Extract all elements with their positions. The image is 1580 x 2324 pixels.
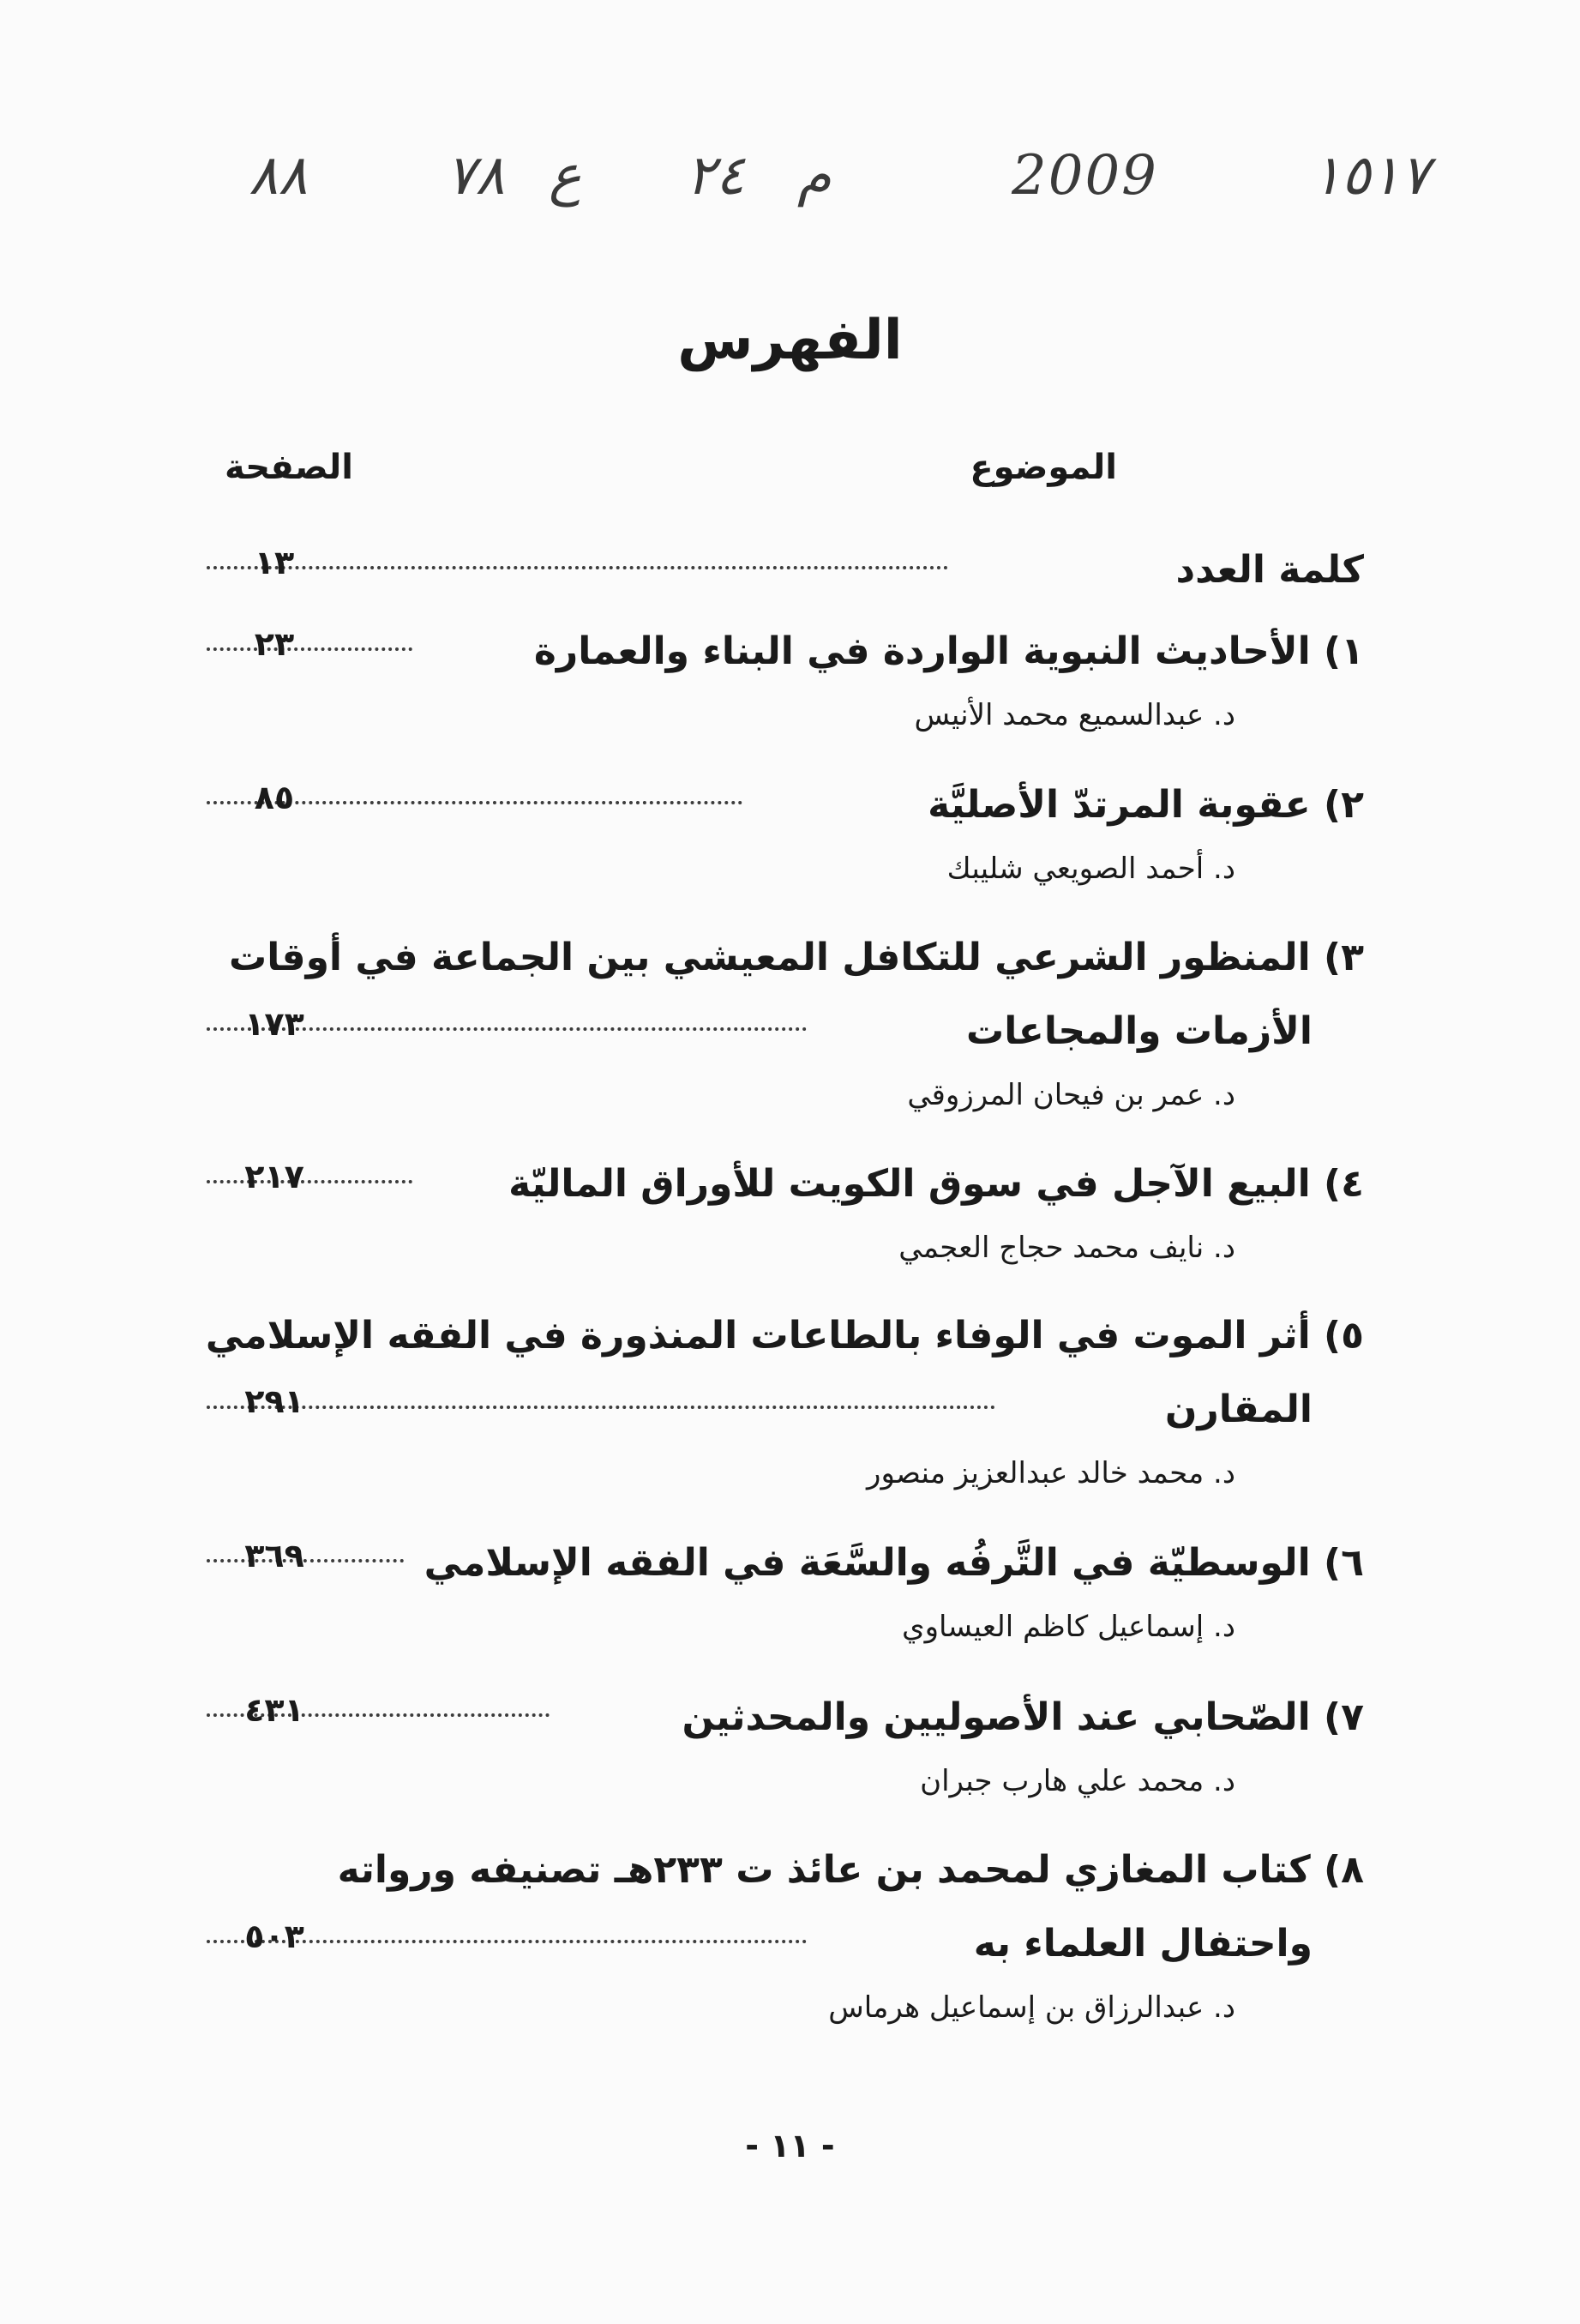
toc-title-text: ٥) أثر الموت في الوفاء بالطاعات المنذورة في الفقه الإسلامي <box>205 1314 1364 1358</box>
toc-title-text: الأزمات والمجاعات <box>966 1009 1313 1053</box>
handwritten-note: ع <box>549 144 582 208</box>
toc-title-line <box>207 1833 1364 1907</box>
page-footer-number: - ١١ - <box>745 2127 835 2164</box>
page-number: ٢٩١ <box>244 1382 304 1420</box>
toc-title-line <box>207 921 1364 995</box>
toc-entry <box>207 533 1364 607</box>
toc-title-text: واحتفال العلماء به <box>973 1922 1313 1966</box>
toc-title-text: ١) الأحاديث النبوية الواردة في البناء والعمارة <box>533 629 1364 673</box>
handwritten-note: ٧٨ <box>446 144 505 208</box>
toc-author: د. عمر بن فيحان المرزوقي <box>907 1078 1235 1112</box>
page-number: ٤٣١ <box>244 1691 304 1729</box>
toc-title-line <box>207 768 1364 842</box>
toc-title-line <box>207 1373 1364 1447</box>
toc-author: د. محمد خالد عبدالعزيز منصور <box>867 1456 1235 1490</box>
handwritten-note: 2009 <box>1012 144 1158 208</box>
toc-entry <box>207 1147 1364 1274</box>
toc-title-text: ٦) الوسطيّة في التَّرفُه والسَّعَة في الفقه الإسلامي <box>424 1541 1364 1585</box>
toc-title-line <box>207 1907 1364 1981</box>
page-number: ١٧٣ <box>244 1005 304 1043</box>
toc-title-text: ٣) المنظور الشرعي للتكافل المعيشي بين الجماعة في أوقات <box>229 936 1364 979</box>
toc-author: د. عبدالسميع محمد الأنيس <box>914 698 1235 732</box>
toc-title-line <box>207 1681 1364 1755</box>
toc-title-text: ٤) البيع الآجل في سوق الكويت للأوراق الماليّة <box>508 1162 1364 1206</box>
page-number: ٢١٧ <box>244 1158 304 1195</box>
toc-author: د. أحمد الصويعي شليبك <box>946 852 1235 886</box>
handwritten-note: ٨٨ <box>249 144 308 208</box>
handwritten-note: ٢٤ <box>686 144 745 208</box>
page-number: ٨٥ <box>254 779 295 816</box>
toc-entry <box>207 1681 1364 1808</box>
toc-author: د. محمد علي هارب جبران <box>920 1764 1235 1798</box>
page-number: ٢٣ <box>254 625 295 663</box>
page-number: ١٣ <box>254 544 295 581</box>
toc-title-line <box>207 1299 1364 1373</box>
toc-entry <box>207 615 1364 742</box>
toc-title-text: كلمة العدد <box>1175 548 1364 592</box>
toc-author: د. إسماعيل كاظم العيساوي <box>901 1610 1235 1644</box>
page-number: ٣٦٩ <box>244 1537 304 1574</box>
toc-entry <box>207 768 1364 895</box>
toc-title-line <box>207 1526 1364 1600</box>
handwritten-note: م <box>797 144 832 208</box>
toc-title-line <box>207 1147 1364 1221</box>
handwritten-note: ١٥١٧ <box>1312 144 1430 208</box>
page-number: ٥٠٣ <box>244 1918 304 1955</box>
toc-title-text: ٨) كتاب المغازي لمحمد بن عائذ ت ٢٣٣هـ تصنيفه ورواته <box>337 1848 1364 1892</box>
page-column-header: الصفحة <box>225 448 354 487</box>
toc-title-line <box>207 533 1364 607</box>
toc-entry <box>207 1526 1364 1653</box>
toc-entry <box>207 1299 1364 1500</box>
topic-column-header: الموضوع <box>970 448 1117 487</box>
toc-title-text: ٢) عقوبة المرتدّ الأصليَّة <box>928 783 1364 827</box>
page-title: الفهرس <box>677 309 903 372</box>
toc-title-line <box>207 615 1364 689</box>
toc-entry <box>207 921 1364 1122</box>
toc-title-text: المقارن <box>1164 1388 1313 1431</box>
toc-author: د. عبدالرزاق بن إسماعيل هرماس <box>828 1990 1235 2025</box>
toc-entry <box>207 1833 1364 2034</box>
toc-author: د. نايف محمد حجاج العجمي <box>898 1231 1235 1265</box>
toc-title-text: ٧) الصّحابي عند الأصوليين والمحدثين <box>682 1695 1364 1739</box>
toc-title-line <box>207 995 1364 1069</box>
